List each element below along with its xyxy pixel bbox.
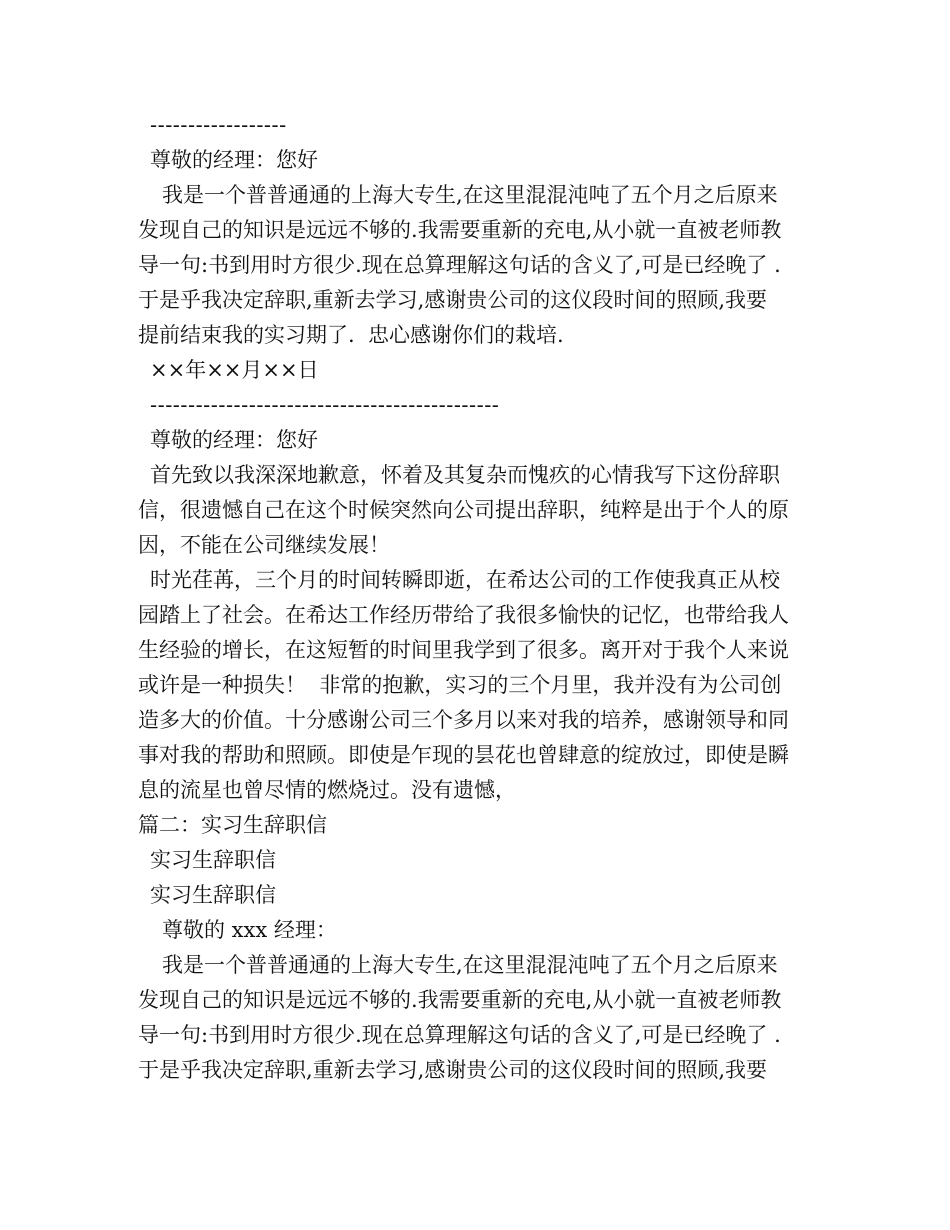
section1-line-2: 发现自己的知识是远远不够的.我需要重新的充电,从小就一直被老师教 [138,218,782,242]
section2-line-4: 时光荏苒，三个月的时间转瞬即逝，在希达公司的工作使我真正从校 [150,568,780,592]
section1-line-3: 导一句:书到用时方很少.现在总算理解这句话的含义了,可是已经晚了 . [138,253,781,277]
section3-line-1: 我是一个普普通通的上海大专生,在这里混混沌吨了五个月之后原来 [162,953,778,977]
section2-line-1: 首先致以我深深地歉意，怀着及其复杂而愧疚的心情我写下这份辞职 [150,463,780,487]
section1-line-1: 我是一个普普通通的上海大专生,在这里混混沌吨了五个月之后原来 [162,183,778,207]
document-page [138,108,828,1088]
section3-title-1: 实习生辞职信 [150,848,276,872]
section1-date: ××年××月××日 [150,358,319,382]
section2-line-6: 生经验的增长，在这短暂的时间里我学到了很多。离开对于我个人来说 [138,638,789,662]
separator-long: ---------------------------------------------- [150,393,500,417]
section2-line-5: 园踏上了社会。在希达工作经历带给了我很多愉快的记忆，也带给我人 [138,603,789,627]
section2-line-9: 事对我的帮助和照顾。即使是乍现的昙花也曾肆意的绽放过，即使是瞬 [138,743,789,767]
section3-line-2: 发现自己的知识是远远不够的.我需要重新的充电,从小就一直被老师教 [138,988,782,1012]
section3-title-2: 实习生辞职信 [150,883,276,907]
section2-greeting: 尊敬的经理：您好 [150,428,318,452]
section1-line-4: 于是乎我决定辞职,重新去学习,感谢贵公司的这仪段时间的照顾,我要 [138,288,768,312]
section2-line-10: 息的流星也曾尽情的燃烧过。没有遗憾， [138,778,516,802]
section2-line-8: 造多大的价值。十分感谢公司三个多月以来对我的培养，感谢领导和同 [138,708,789,732]
section3-heading: 篇二：实习生辞职信 [138,813,327,837]
section3-greeting: 尊敬的 xxx 经理： [162,918,337,942]
section2-line-3: 因，不能在公司继续发展！ [138,533,390,557]
section2-line-7: 或许是一种损失！ 非常的抱歉，实习的三个月里，我并没有为公司创 [138,673,782,697]
section2-line-2: 信，很遗憾自己在这个时候突然向公司提出辞职，纯粹是出于个人的原 [138,498,789,522]
section3-line-3: 导一句:书到用时方很少.现在总算理解这句话的含义了,可是已经晚了 . [138,1023,781,1047]
section1-greeting: 尊敬的经理：您好 [150,148,318,172]
section3-line-4: 于是乎我决定辞职,重新去学习,感谢贵公司的这仪段时间的照顾,我要 [138,1058,768,1082]
separator-short: ------------------ [150,113,287,137]
section1-line-5: 提前结束我的实习期了. 忠心感谢你们的栽培. [138,323,564,347]
